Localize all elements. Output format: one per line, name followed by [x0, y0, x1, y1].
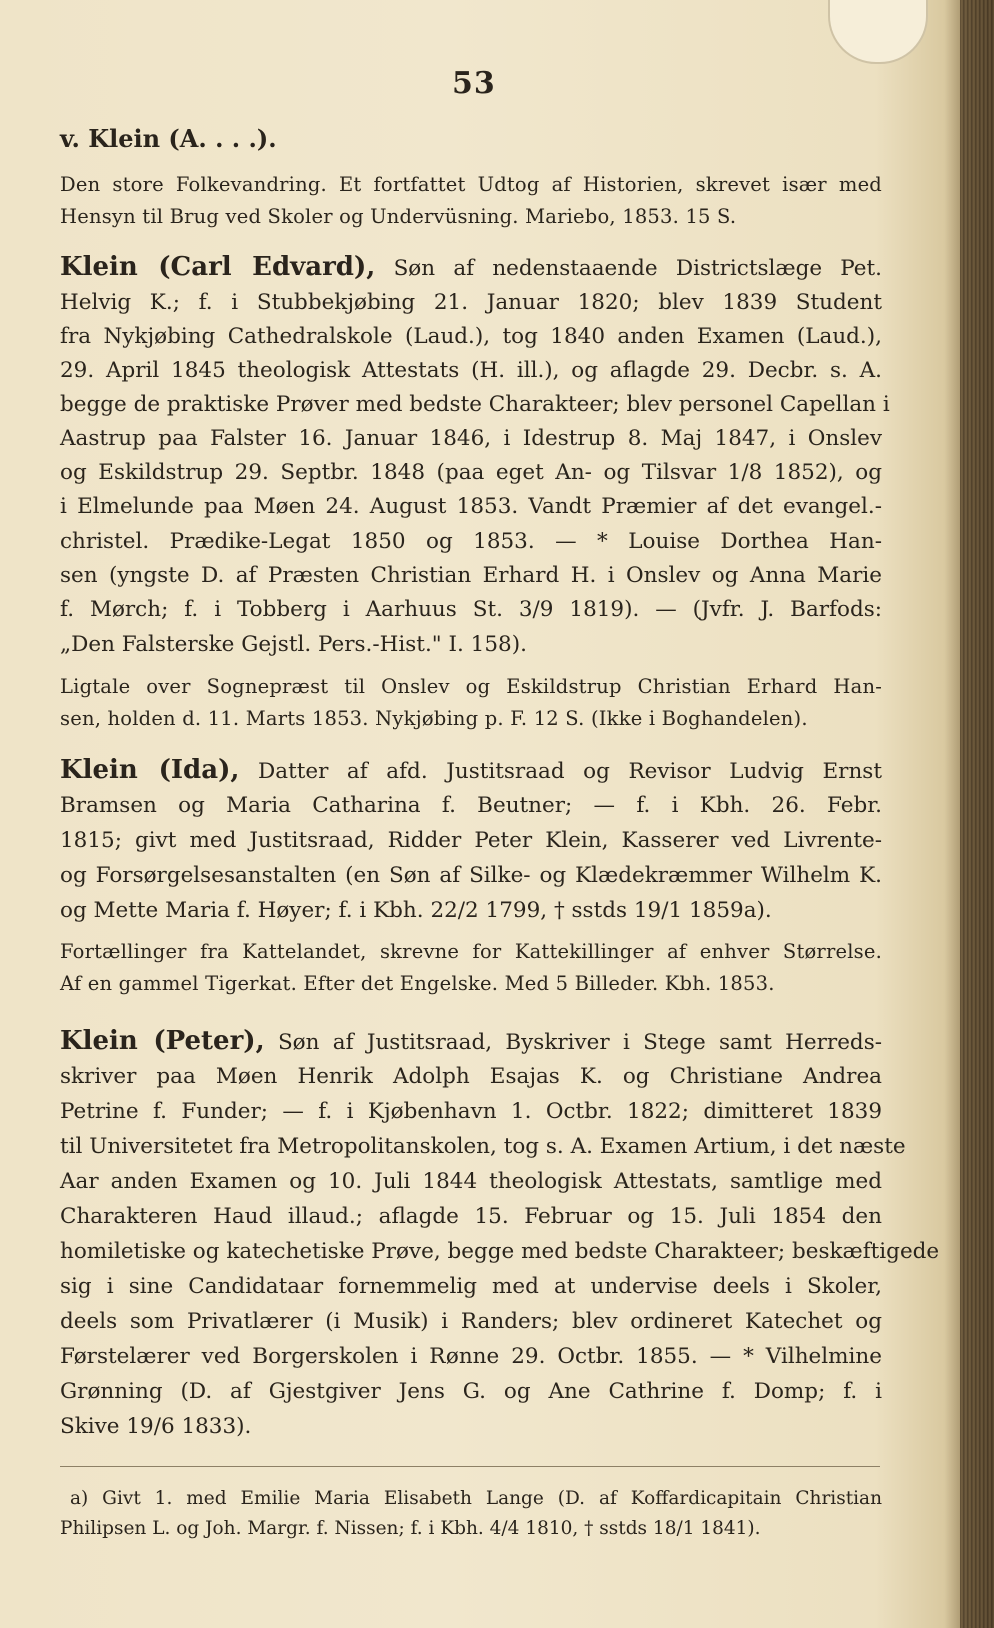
entry-heading: Klein (Carl Edvard),	[60, 252, 376, 282]
entry-line: Helvig K.; f. i Stubbekjøbing 21. Januar 1820; blev 1839 Student	[60, 290, 882, 315]
entry-line: sig i sine Candidataar fornemmelig med at undervise deels i Skoler,	[60, 1274, 882, 1299]
entry-line: Aar anden Examen og 10. Juli 1844 theologisk Attestats, samtlige med	[60, 1169, 882, 1194]
entry-line: Aastrup paa Falster 16. Januar 1846, i Idestrup 8. Maj 1847, i Onslev	[60, 426, 882, 451]
entry-line: begge de praktiske Prøver med bedste Charakteer; blev personel Capellan i	[60, 392, 890, 417]
entry-line: fra Nykjøbing Cathedralskole (Laud.), tog 1840 anden Examen (Laud.),	[60, 324, 882, 349]
entry-heading: Klein (Peter),	[60, 1026, 265, 1056]
page-number: 53	[452, 66, 496, 101]
footnote-line: a) Givt 1. med Emilie Maria Elisabeth Lange (D. af Koffardicapitain Christian	[70, 1488, 882, 1509]
entry-line: deels som Privatlærer (i Musik) i Randers; blev ordineret Katechet og	[60, 1309, 882, 1334]
entry-line: og Mette Maria f. Høyer; f. i Kbh. 22/2 1799, † sstds 19/1 1859a).	[60, 898, 772, 923]
entry-line: 1815; givt med Justitsraad, Ridder Peter Klein, Kasserer ved Livrente-	[60, 828, 882, 853]
entry-line: homiletiske og katechetiske Prøve, begge med bedste Charakteer; beskæftigede	[60, 1239, 940, 1264]
entry-line: Søn af Justitsraad, Byskriver i Stege samt Herreds-	[277, 1030, 882, 1055]
entry-line: Den store Folkevandring. Et fortfattet Udtog af Historien, skrevet især med	[60, 173, 882, 196]
footnote-line: Philipsen L. og Joh. Margr. f. Nissen; f. i Kbh. 4/4 1810, † sstds 18/1 1841).	[60, 1518, 761, 1539]
entry-line: f. Mørch; f. i Tobberg i Aarhuus St. 3/9 1819). — (Jvfr. J. Barfods:	[60, 597, 882, 622]
entry-line: Petrine f. Funder; — f. i Kjøbenhavn 1. Octbr. 1822; dimitteret 1839	[60, 1099, 882, 1124]
footnote-rule	[60, 1466, 880, 1467]
entry-line: og Forsørgelsesanstalten (en Søn af Silke- og Klædekræmmer Wilhelm K.	[60, 863, 882, 888]
entry-line: Charakteren Haud illaud.; aflagde 15. Februar og 15. Juli 1854 den	[60, 1204, 882, 1229]
entry-line: i Elmelunde paa Møen 24. August 1853. Vandt Præmier af det evangel.-	[60, 494, 882, 519]
entry-line: skriver paa Møen Henrik Adolph Esajas K. og Christiane Andrea	[60, 1064, 882, 1089]
entry-line: „Den Falsterske Gejstl. Pers.-Hist." I. 158).	[60, 632, 527, 657]
entry-line: christel. Prædike-Legat 1850 og 1853. — * Louise Dorthea Han-	[60, 529, 882, 554]
entry-line: sen (yngste D. af Præsten Christian Erhard H. i Onslev og Anna Marie	[60, 563, 882, 588]
work-title-line: Ligtale over Sognepræst til Onslev og Eskildstrup Christian Erhard Han-	[60, 675, 882, 698]
entry-line: Skive 19/6 1833).	[60, 1414, 252, 1439]
entry-line: Søn af nedenstaaende Districtslæge Pet.	[393, 256, 882, 281]
entry-line: Grønning (D. af Gjestgiver Jens G. og Ane Cathrine f. Domp; f. i	[60, 1379, 882, 1404]
entry-line: Datter af afd. Justitsraad og Revisor Ludvig Ernst	[258, 759, 882, 784]
page-edges	[960, 0, 994, 1628]
entry-line: 29. April 1845 theologisk Attestats (H. ill.), og aflagde 29. Decbr. s. A.	[60, 358, 882, 383]
entry-line: Hensyn til Brug ved Skoler og Undervüsning. Mariebo, 1853. 15 S.	[60, 205, 737, 228]
entry-heading: Klein (Ida),	[60, 755, 240, 785]
entry-line: Førstelærer ved Borgerskolen i Rønne 29. Octbr. 1855. — * Vilhelmine	[60, 1344, 882, 1369]
work-title-line: Fortællinger fra Kattelandet, skrevne for Kattekillinger af enhver Størrelse.	[60, 940, 882, 963]
entry-line: til Universitetet fra Metropolitanskolen, tog s. A. Examen Artium, i det næste	[60, 1134, 906, 1159]
entry-line: og Eskildstrup 29. Septbr. 1848 (paa eget An- og Tilsvar 1/8 1852), og	[60, 460, 882, 485]
thumb-index-notch	[828, 0, 928, 64]
entry-heading: v. Klein (A. . . .).	[60, 124, 277, 153]
work-title-line: sen, holden d. 11. Marts 1853. Nykjøbing p. F. 12 S. (Ikke i Boghandelen).	[60, 707, 808, 730]
entry-first-line	[60, 252, 882, 284]
entry-first-line	[60, 755, 882, 787]
work-title-line: Af en gammel Tigerkat. Efter det Engelske. Med 5 Billeder. Kbh. 1853.	[60, 972, 775, 995]
entry-line: Bramsen og Maria Catharina f. Beutner; — f. i Kbh. 26. Febr.	[60, 793, 882, 818]
entry-first-line	[60, 1026, 882, 1058]
